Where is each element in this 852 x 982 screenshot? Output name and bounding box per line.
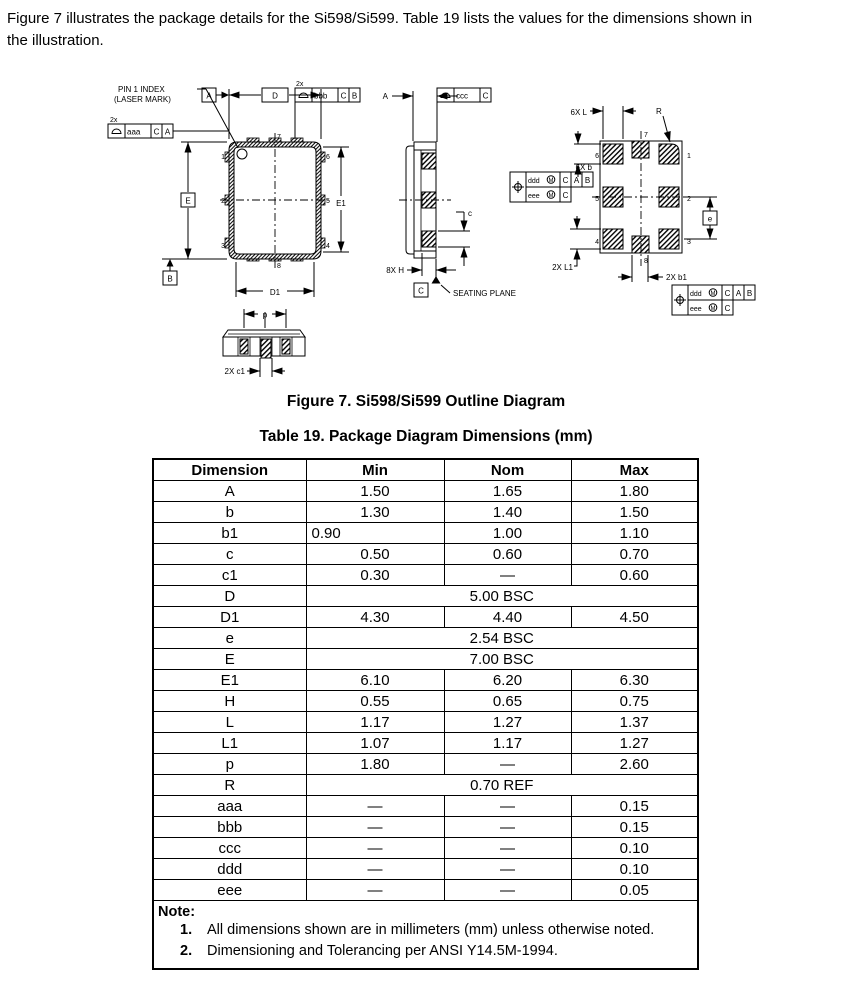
cell-dimension: ddd bbox=[153, 859, 306, 880]
dim-elbow bbox=[574, 262, 577, 266]
pin-number: 7 bbox=[277, 134, 281, 141]
note-number: 1. bbox=[180, 922, 193, 938]
dim-c-label: c bbox=[468, 209, 472, 218]
table-row bbox=[153, 733, 698, 754]
svg-text:M: M bbox=[710, 306, 716, 312]
note-label: Note: bbox=[158, 904, 196, 920]
cell-min: 0.50 bbox=[306, 544, 444, 565]
pin1-index-circle bbox=[237, 149, 247, 159]
dimension-table bbox=[152, 458, 699, 970]
col-header-max: Max bbox=[571, 459, 698, 481]
castellation-bump bbox=[225, 152, 229, 162]
fcf-tolerance: ccc bbox=[456, 91, 468, 101]
fcf-position-bottom bbox=[672, 285, 755, 315]
dim-l-label: 6X L bbox=[570, 108, 587, 117]
position-symbol-icon bbox=[512, 181, 524, 193]
cell-min: 0.90 bbox=[306, 523, 444, 544]
fcf-datum: C bbox=[724, 304, 731, 313]
fcf-datum: A bbox=[164, 127, 171, 137]
cell-dimension: aaa bbox=[153, 796, 306, 817]
cell-nom: — bbox=[444, 838, 571, 859]
pad-cross-section bbox=[422, 231, 436, 247]
cell-dimension: A bbox=[153, 481, 306, 502]
table-row bbox=[153, 817, 698, 838]
dim-e-pitch-label: e bbox=[707, 214, 713, 224]
datum-triangle-icon bbox=[167, 259, 174, 267]
dim-p-label: p bbox=[262, 310, 268, 320]
cell-min: — bbox=[306, 859, 444, 880]
pad bbox=[240, 339, 248, 354]
cell-min: 1.30 bbox=[306, 502, 444, 523]
pin-number: 2 bbox=[687, 196, 691, 203]
cell-nom: 6.20 bbox=[444, 670, 571, 691]
pad bbox=[282, 339, 290, 354]
notes-cell bbox=[153, 901, 698, 970]
cell-nom: — bbox=[444, 817, 571, 838]
table-row bbox=[153, 712, 698, 733]
fcf-datum: C bbox=[153, 127, 160, 137]
top-view bbox=[108, 81, 360, 297]
fcf-tolerance: ddd bbox=[690, 291, 702, 298]
cell-min: — bbox=[306, 880, 444, 901]
cell-min: 1.50 bbox=[306, 481, 444, 502]
cell-dimension: D bbox=[153, 586, 306, 607]
note-line-1 bbox=[180, 920, 689, 941]
detail-view bbox=[223, 309, 305, 377]
cell-max: 0.10 bbox=[571, 838, 698, 859]
pin-number: 3 bbox=[687, 239, 691, 246]
pin1-callout-line1: PIN 1 INDEX bbox=[118, 85, 165, 94]
fcf-tolerance: ddd bbox=[528, 178, 540, 185]
datum-c-flag bbox=[414, 276, 441, 297]
cell-max: 1.50 bbox=[571, 502, 698, 523]
dim-e1-label: E1 bbox=[336, 199, 346, 208]
pin-number: 6 bbox=[326, 154, 330, 161]
cell-min: 4.30 bbox=[306, 607, 444, 628]
cell-nom: 1.17 bbox=[444, 733, 571, 754]
fcf-bbb bbox=[295, 81, 360, 139]
cell-max: 1.27 bbox=[571, 733, 698, 754]
figure-caption: Figure 7. Si598/Si599 Outline Diagram bbox=[286, 393, 566, 410]
pin-number: 1 bbox=[687, 153, 691, 160]
callout-leader bbox=[441, 285, 450, 293]
fcf-tolerance: eee bbox=[690, 306, 702, 313]
table-row bbox=[153, 481, 698, 502]
mmc-symbol-icon bbox=[547, 191, 555, 199]
castellation-bump bbox=[225, 238, 229, 248]
svg-text:M: M bbox=[548, 193, 554, 199]
cell-dimension: L bbox=[153, 712, 306, 733]
note-text: Dimensioning and Tolerancing per ANSI Y14.5M-1994. bbox=[207, 943, 558, 959]
dim-b1-label: 2X b1 bbox=[666, 273, 687, 282]
cell-max: 1.10 bbox=[571, 523, 698, 544]
fcf-aaa bbox=[108, 117, 229, 138]
pin-number: 5 bbox=[326, 198, 330, 205]
datum-triangle-icon bbox=[222, 92, 230, 99]
cell-dimension: ccc bbox=[153, 838, 306, 859]
mmc-symbol-icon bbox=[709, 304, 717, 312]
cell-min: — bbox=[306, 838, 444, 859]
table-row bbox=[153, 544, 698, 565]
dim-b-label: 6X b bbox=[575, 163, 592, 172]
pin-number: 8 bbox=[644, 258, 648, 265]
table-row bbox=[153, 775, 698, 796]
table-row bbox=[153, 607, 698, 628]
note-text: All dimensions shown are in millimeters (mm) unless otherwise noted. bbox=[207, 922, 655, 938]
table-header-row bbox=[153, 459, 698, 481]
cell-dimension: e bbox=[153, 628, 306, 649]
fcf-tolerance: aaa bbox=[127, 127, 141, 137]
cell-span-value: 5.00 BSC bbox=[306, 586, 698, 607]
table-row bbox=[153, 565, 698, 586]
fcf-cell bbox=[108, 124, 125, 138]
table-row bbox=[153, 838, 698, 859]
fcf-datum: B bbox=[584, 176, 591, 185]
table-row bbox=[153, 880, 698, 901]
cell-nom: 0.65 bbox=[444, 691, 571, 712]
fcf-tolerance: eee bbox=[528, 193, 540, 200]
pad bbox=[659, 229, 679, 249]
cell-dimension: p bbox=[153, 754, 306, 775]
pad bbox=[603, 229, 623, 249]
cell-min: 0.55 bbox=[306, 691, 444, 712]
pad-center bbox=[261, 339, 271, 358]
qty-label: 2x bbox=[110, 117, 118, 124]
table-row bbox=[153, 523, 698, 544]
svg-text:M: M bbox=[548, 178, 554, 184]
dim-l1-label: 2X L1 bbox=[552, 263, 573, 272]
svg-text:M: M bbox=[710, 291, 716, 297]
fcf-datum: B bbox=[746, 289, 753, 298]
cell-min: 0.30 bbox=[306, 565, 444, 586]
position-symbol-icon bbox=[674, 294, 686, 306]
callout-leader bbox=[663, 116, 670, 142]
table-row bbox=[153, 586, 698, 607]
intro-line-1: Figure 7 illustrates the package details for the Si598/Si599. Table 19 lists the values for the dimensions shown in bbox=[7, 10, 753, 27]
datum-b-flag bbox=[163, 259, 177, 285]
cell-dimension: R bbox=[153, 775, 306, 796]
table-row bbox=[153, 754, 698, 775]
pad-pin1-rounded bbox=[659, 144, 679, 164]
dim-e-label: E bbox=[185, 196, 191, 206]
dim-h-label: 8X H bbox=[386, 266, 404, 275]
fcf-datum: C bbox=[482, 91, 489, 101]
note-line-2 bbox=[180, 941, 689, 962]
dim-d1-label: D1 bbox=[269, 288, 281, 297]
cell-span-value: 7.00 BSC bbox=[306, 649, 698, 670]
pin-number: 2 bbox=[221, 198, 225, 205]
cell-span-value: 2.54 BSC bbox=[306, 628, 698, 649]
fcf-datum: B bbox=[351, 91, 358, 101]
datum-c-label: C bbox=[418, 286, 424, 296]
cell-min: — bbox=[306, 817, 444, 838]
profile-symbol-icon bbox=[112, 129, 121, 134]
cell-max: 0.05 bbox=[571, 880, 698, 901]
cell-max: 0.75 bbox=[571, 691, 698, 712]
cell-max: 0.10 bbox=[571, 859, 698, 880]
col-header-min: Min bbox=[306, 459, 444, 481]
mmc-symbol-icon bbox=[547, 176, 555, 184]
table-row bbox=[153, 691, 698, 712]
cell-nom: — bbox=[444, 565, 571, 586]
cell-dimension: b bbox=[153, 502, 306, 523]
package-lid-edge bbox=[223, 330, 305, 337]
cell-dimension: L1 bbox=[153, 733, 306, 754]
pin-number: 4 bbox=[326, 243, 330, 250]
fcf-datum: A bbox=[735, 289, 742, 298]
fcf-datum: C bbox=[724, 289, 731, 298]
pin-number: 6 bbox=[595, 153, 599, 160]
cell-nom: 0.60 bbox=[444, 544, 571, 565]
pin-number: 8 bbox=[277, 263, 281, 270]
table-row bbox=[153, 796, 698, 817]
cell-max: 0.15 bbox=[571, 817, 698, 838]
cell-nom: — bbox=[444, 754, 571, 775]
pin1-callout-line2: (LASER MARK) bbox=[114, 95, 171, 104]
cell-nom: 1.00 bbox=[444, 523, 571, 544]
cell-nom: — bbox=[444, 880, 571, 901]
table-row bbox=[153, 670, 698, 691]
castellation-bump bbox=[321, 238, 325, 248]
table-title: Table 19. Package Diagram Dimensions (mm) bbox=[259, 428, 593, 445]
pad-center-bottom bbox=[632, 236, 649, 253]
fcf-cell bbox=[437, 88, 454, 102]
col-header-nom: Nom bbox=[444, 459, 571, 481]
cell-max: 0.70 bbox=[571, 544, 698, 565]
cell-min: 6.10 bbox=[306, 670, 444, 691]
cell-dimension: c1 bbox=[153, 565, 306, 586]
fcf-datum: A bbox=[573, 176, 580, 185]
dim-d-label: D bbox=[272, 91, 278, 101]
fcf-datum: C bbox=[562, 176, 569, 185]
cell-dimension: H bbox=[153, 691, 306, 712]
fcf-tolerance: bbb bbox=[314, 91, 328, 101]
cell-dimension: bbb bbox=[153, 817, 306, 838]
fcf-datum: C bbox=[562, 191, 569, 200]
cell-span-value: 0.70 REF bbox=[306, 775, 698, 796]
cell-dimension: b1 bbox=[153, 523, 306, 544]
cell-max: 4.50 bbox=[571, 607, 698, 628]
outline-diagram bbox=[0, 70, 852, 392]
cell-dimension: eee bbox=[153, 880, 306, 901]
cell-max: 1.37 bbox=[571, 712, 698, 733]
cell-min: 1.17 bbox=[306, 712, 444, 733]
cell-nom: 1.65 bbox=[444, 481, 571, 502]
datum-a-label: A bbox=[206, 91, 212, 101]
table-row bbox=[153, 502, 698, 523]
cell-max: 0.60 bbox=[571, 565, 698, 586]
cell-dimension: E bbox=[153, 649, 306, 670]
fcf-datum: C bbox=[340, 91, 347, 101]
pad-cross-section bbox=[422, 153, 436, 169]
cell-max: 0.15 bbox=[571, 796, 698, 817]
cell-min: 1.80 bbox=[306, 754, 444, 775]
cell-nom: 1.27 bbox=[444, 712, 571, 733]
mmc-symbol-icon bbox=[709, 289, 717, 297]
table-row bbox=[153, 628, 698, 649]
pin-number: 1 bbox=[221, 154, 225, 161]
note-number: 2. bbox=[180, 943, 193, 959]
cell-max: 1.80 bbox=[571, 481, 698, 502]
col-header-dimension: Dimension bbox=[153, 459, 306, 481]
cell-nom: — bbox=[444, 796, 571, 817]
pin-number: 3 bbox=[221, 243, 225, 250]
pad-center-top bbox=[632, 141, 649, 158]
cell-dimension: D1 bbox=[153, 607, 306, 628]
castellation-bump bbox=[321, 152, 325, 162]
cell-max: 2.60 bbox=[571, 754, 698, 775]
cell-nom: 1.40 bbox=[444, 502, 571, 523]
intro-paragraph bbox=[7, 8, 847, 52]
pin-number: 4 bbox=[595, 239, 599, 246]
cell-nom: 4.40 bbox=[444, 607, 571, 628]
pin-number: 7 bbox=[644, 132, 648, 139]
cell-min: 1.07 bbox=[306, 733, 444, 754]
cell-dimension: E1 bbox=[153, 670, 306, 691]
qty-label: 2x bbox=[296, 81, 304, 88]
side-view bbox=[383, 88, 516, 298]
datum-b-label: B bbox=[167, 274, 173, 284]
dim-r-label: R bbox=[656, 107, 662, 116]
intro-line-2: the illustration. bbox=[7, 32, 104, 49]
cell-min: — bbox=[306, 796, 444, 817]
table-notes-row bbox=[153, 901, 698, 970]
pad bbox=[603, 144, 623, 164]
castellation-bump bbox=[291, 138, 303, 142]
dim-a-label: A bbox=[382, 92, 388, 101]
cell-nom: — bbox=[444, 859, 571, 880]
table-row bbox=[153, 649, 698, 670]
datum-triangle-icon bbox=[432, 276, 441, 284]
dimension-table-body bbox=[153, 481, 698, 901]
seating-plane-label: SEATING PLANE bbox=[453, 289, 516, 298]
table-row bbox=[153, 859, 698, 880]
profile-symbol-icon bbox=[441, 93, 450, 98]
cell-dimension: c bbox=[153, 544, 306, 565]
pin-number: 5 bbox=[595, 196, 599, 203]
bottom-view bbox=[510, 106, 755, 315]
dim-c1-label: 2X c1 bbox=[224, 367, 245, 376]
castellation-bump bbox=[247, 138, 259, 142]
fcf-position-left bbox=[510, 172, 593, 202]
cell-max: 6.30 bbox=[571, 670, 698, 691]
